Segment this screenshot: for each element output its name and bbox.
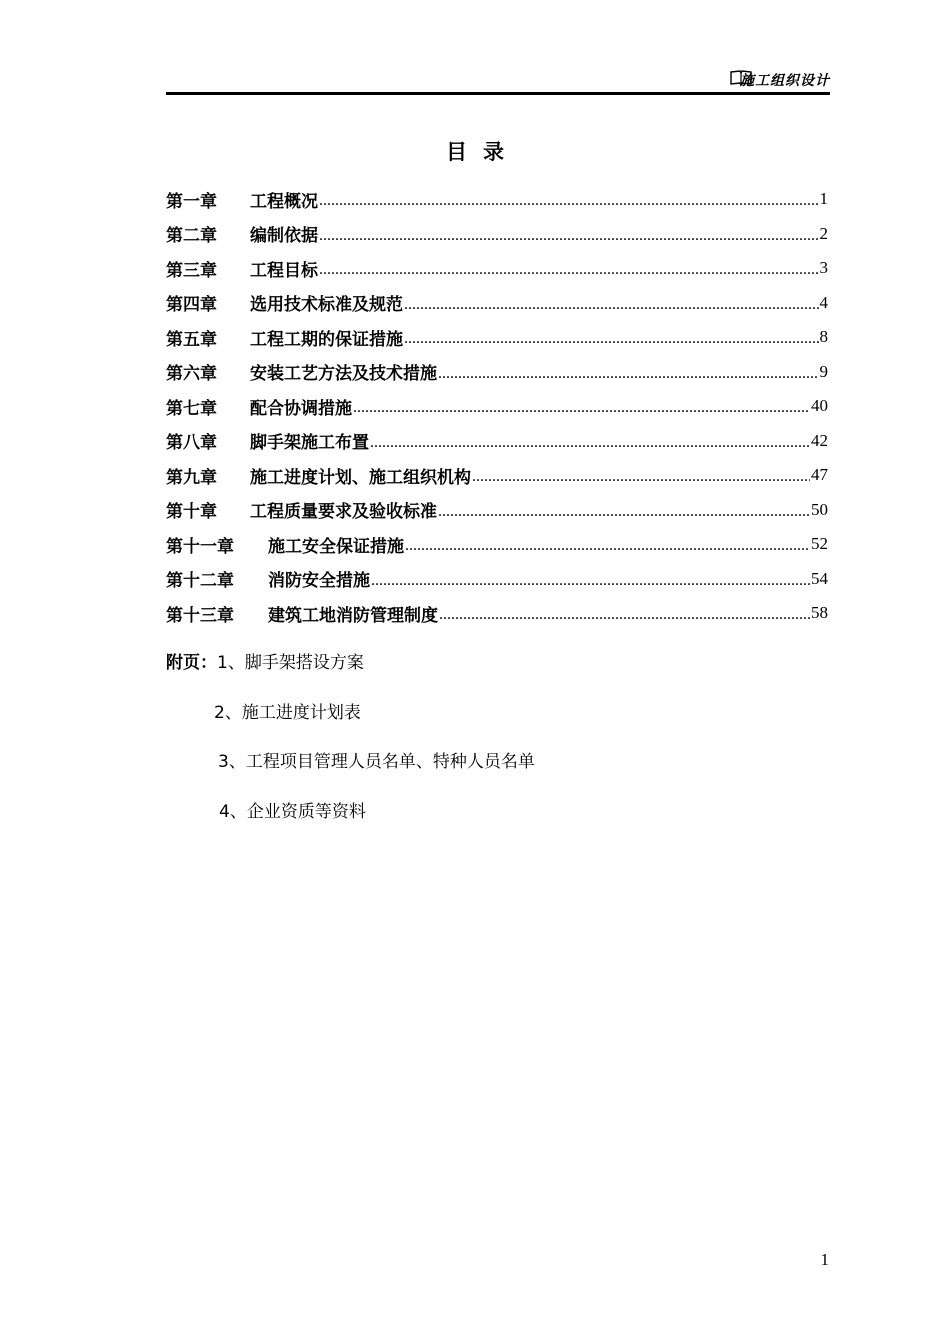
- toc-leader-dots: [405, 534, 810, 554]
- toc-leader-dots: [371, 569, 810, 589]
- toc-entry[interactable]: [166, 424, 828, 459]
- toc-text: 工程工期的保证措施: [250, 329, 403, 350]
- toc-leader-dots: [319, 224, 819, 244]
- toc-page: 42: [811, 430, 828, 450]
- toc-text: 脚手架施工布置: [250, 433, 369, 454]
- toc-page: 40: [811, 396, 828, 416]
- toc-entry[interactable]: [166, 389, 828, 424]
- toc-chapter: 第八章: [166, 433, 217, 454]
- header-title: 施工组织设计: [740, 73, 830, 89]
- toc-leader-dots: [439, 603, 810, 623]
- toc-chapter: 第六章: [166, 364, 217, 385]
- toc-chapter: 第五章: [166, 329, 217, 350]
- toc-chapter: 第一章: [166, 191, 217, 212]
- toc-text: 工程概况: [250, 191, 318, 212]
- toc-text: 选用技术标准及规范: [250, 295, 403, 316]
- toc-text: 建筑工地消防管理制度: [268, 605, 438, 626]
- toc-text: 消防安全措施: [268, 571, 370, 592]
- appendix-item: 3、工程项目管理人员名单、特种人员名单: [218, 752, 535, 772]
- toc-page: 3: [819, 258, 828, 278]
- toc-leader-dots: [370, 431, 810, 451]
- toc-leader-dots: [472, 465, 810, 485]
- toc-page: 8: [819, 327, 828, 347]
- toc-leader-dots: [353, 396, 810, 416]
- toc-chapter: 第二章: [166, 226, 217, 247]
- toc-page: 58: [811, 603, 828, 623]
- toc-text: 工程目标: [250, 260, 318, 281]
- toc-entry[interactable]: [166, 355, 828, 390]
- toc-text: 施工进度计划、施工组织机构: [250, 467, 471, 488]
- toc-title: 目录: [446, 139, 520, 164]
- toc-entry[interactable]: [166, 596, 828, 631]
- toc-leader-dots: [319, 258, 819, 278]
- toc-entry[interactable]: [166, 458, 828, 493]
- toc-chapter: 第三章: [166, 260, 217, 281]
- appendix-item: [166, 648, 364, 673]
- toc-page: 4: [819, 292, 828, 312]
- table-of-contents: [166, 182, 828, 631]
- toc-leader-dots: [438, 362, 819, 382]
- toc-text: 编制依据: [250, 226, 318, 247]
- appendix-prefix: 附页：: [166, 653, 217, 673]
- toc-text: 工程质量要求及验收标准: [250, 502, 437, 523]
- toc-leader-dots: [404, 293, 819, 313]
- toc-leader-dots: [319, 189, 819, 209]
- toc-page: 47: [811, 465, 828, 485]
- toc-entry[interactable]: [166, 182, 828, 217]
- toc-chapter: 第九章: [166, 467, 217, 488]
- header-rule: [166, 92, 830, 95]
- toc-entry[interactable]: [166, 527, 828, 562]
- toc-chapter: 第十章: [166, 502, 217, 523]
- toc-text: 安装工艺方法及技术措施: [250, 364, 437, 385]
- page-number: 1: [820, 1250, 829, 1269]
- toc-chapter: 第十一章: [166, 536, 234, 557]
- toc-chapter: 第四章: [166, 295, 217, 316]
- toc-entry[interactable]: [166, 217, 828, 252]
- toc-page: 52: [811, 534, 828, 554]
- toc-chapter: 第十二章: [166, 571, 234, 592]
- toc-page: 2: [819, 223, 828, 243]
- toc-entry[interactable]: [166, 493, 828, 528]
- page-header: [166, 64, 830, 90]
- toc-leader-dots: [438, 500, 810, 520]
- toc-text: 配合协调措施: [250, 398, 352, 419]
- toc-text: 施工安全保证措施: [268, 536, 404, 557]
- toc-page: 9: [819, 361, 828, 381]
- toc-page: 54: [811, 568, 828, 588]
- toc-entry[interactable]: [166, 320, 828, 355]
- toc-entry[interactable]: [166, 562, 828, 597]
- toc-leader-dots: [404, 327, 819, 347]
- toc-page: 1: [819, 189, 828, 209]
- toc-chapter: 第七章: [166, 398, 217, 419]
- toc-entry[interactable]: [166, 286, 828, 321]
- toc-page: 50: [811, 499, 828, 519]
- toc-chapter: 第十三章: [166, 605, 234, 626]
- appendix-item: 2、施工进度计划表: [214, 703, 361, 723]
- appendix-item: 4、企业资质等资料: [219, 802, 366, 822]
- appendix-item-text: 1、脚手架搭设方案: [217, 653, 364, 673]
- toc-entry[interactable]: [166, 251, 828, 286]
